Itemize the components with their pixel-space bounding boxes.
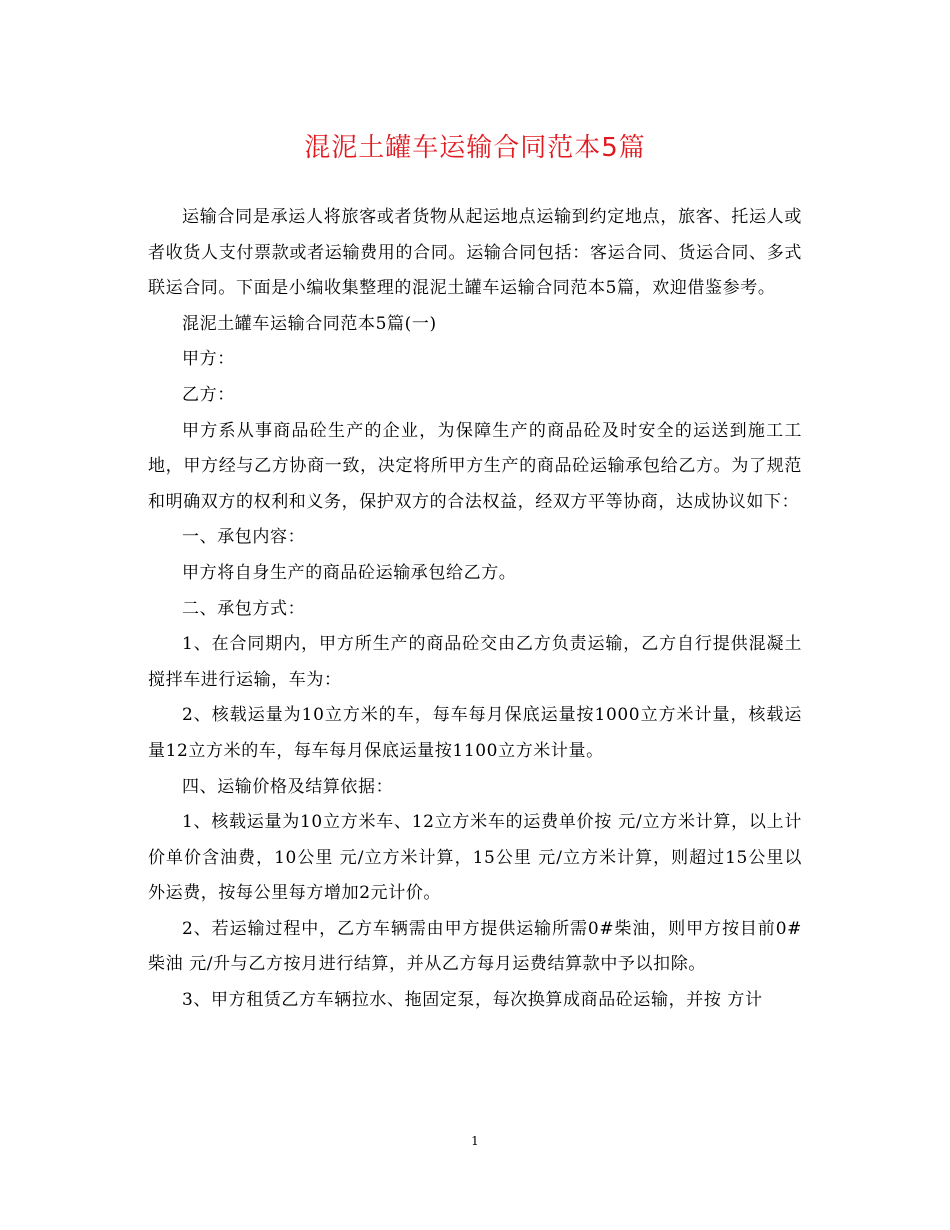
- document-title: 混泥土罐车运输合同范本5篇: [304, 133, 646, 163]
- party-a-line: 甲方：: [182, 349, 235, 370]
- clause-heading: 二、承包方式：: [182, 598, 306, 619]
- clause-paragraph: 1、核载运量为10立方米车、12立方米车的运费单价按 元/立方米计算，以上计价单价含油费，10公里 元/立方米计算，15公里 元/立方米计算，则超过15公里以外运费，按每公里每方增加2元计价。: [148, 812, 802, 904]
- section-heading: 混泥土罐车运输合同范本5篇(一): [182, 313, 437, 334]
- page-number: 1: [471, 1134, 479, 1148]
- clause-paragraph: 2、核载运量为10立方米的车，每车每月保底运量按1000立方米计量，核载运量12立方米的车，每车每月保底运量按1100立方米计量。: [148, 705, 802, 761]
- party-b-line: 乙方：: [182, 384, 235, 405]
- clause-paragraph: 1、在合同期内，甲方所生产的商品砼交由乙方负责运输，乙方自行提供混凝土搅拌车进行运输，车为：: [148, 634, 802, 690]
- clause-heading: 四、运输价格及结算依据：: [182, 776, 394, 797]
- clause-paragraph: 2、若运输过程中，乙方车辆需由甲方提供运输所需0#柴油，则甲方按目前0#柴油 元/升与乙方按月进行结算，并从乙方每月运费结算款中予以扣除。: [148, 918, 802, 975]
- clause-paragraph: 甲方将自身生产的商品砼运输承包给乙方。: [182, 562, 517, 583]
- clause-heading: 一、承包内容：: [182, 527, 306, 548]
- clause-paragraph: 3、甲方租赁乙方车辆拉水、拖固定泵，每次换算成商品砼运输，并按 方计: [182, 990, 763, 1011]
- preamble-paragraph: 甲方系从事商品砼生产的企业，为保障生产的商品砼及时安全的运送到施工工地，甲方经与乙方协商一致，决定将所甲方生产的商品砼运输承包给乙方。为了规范和明确双方的权利和义务，保护双方的合法权益，经双方平等协商，达成协议如下：: [148, 420, 802, 512]
- intro-paragraph: 运输合同是承运人将旅客或者货物从起运地点运输到约定地点，旅客、托运人或者收货人支付票款或者运输费用的合同。运输合同包括：客运合同、货运合同、多式联运合同。下面是小编收集整理的混泥土罐车运输合同范本5篇，欢迎借鉴参考。: [148, 207, 802, 299]
- document-body: [148, 200, 802, 1019]
